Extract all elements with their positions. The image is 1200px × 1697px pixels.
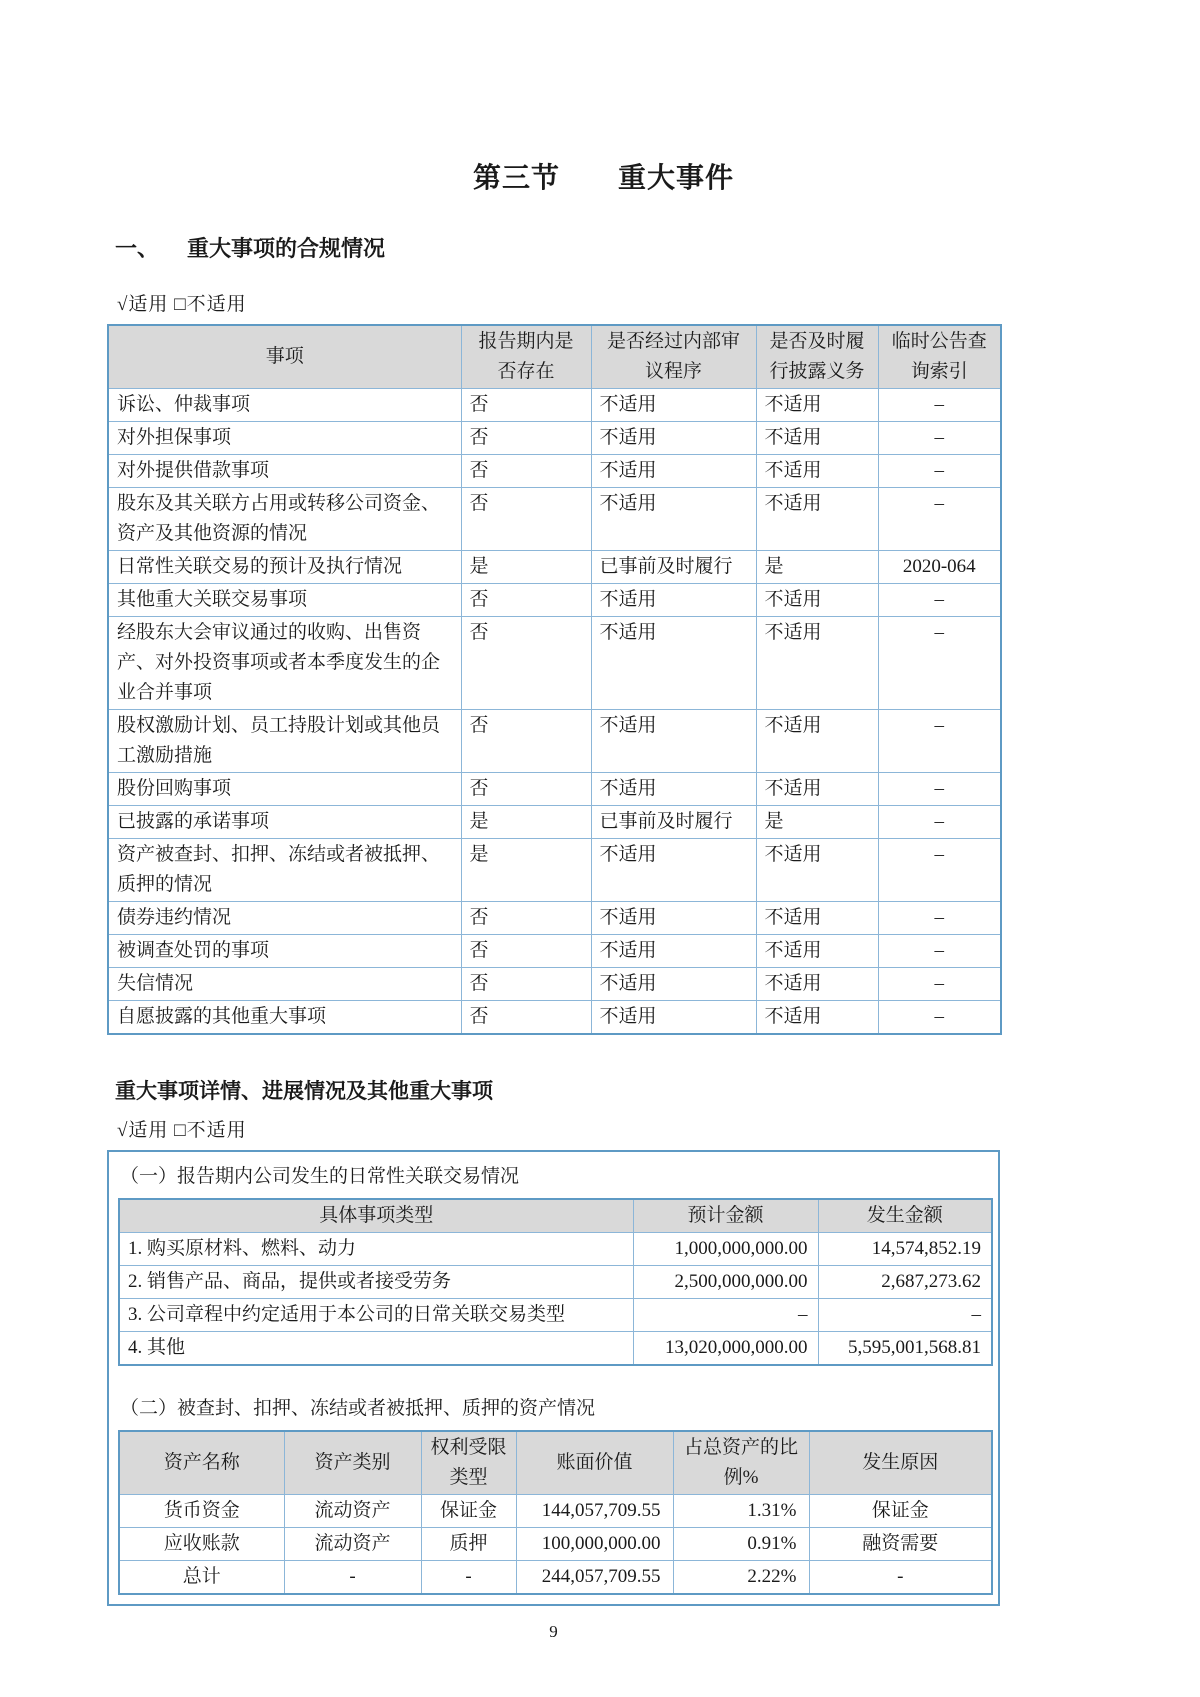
table-cell: 不适用 <box>591 455 756 488</box>
table-row <box>108 455 1001 488</box>
subsection-caption-related-transactions: （一）报告期内公司发生的日常性关联交易情况 <box>120 1166 520 1187</box>
table-cell: 其他重大关联交易事项 <box>108 584 461 617</box>
table-cell: 1,000,000,000.00 <box>633 1233 818 1266</box>
table-cell: – <box>878 389 1001 422</box>
table-cell: 已事前及时履行 <box>591 806 756 839</box>
related-transactions-table <box>118 1198 993 1366</box>
table-cell: 3. 公司章程中约定适用于本公司的日常关联交易类型 <box>119 1299 633 1332</box>
table-cell: 1. 购买原材料、燃料、动力 <box>119 1233 633 1266</box>
table-cell: - <box>421 1561 516 1595</box>
table-cell: 流动资产 <box>284 1495 421 1528</box>
table-cell: 不适用 <box>756 617 878 710</box>
table-cell: 不适用 <box>591 968 756 1001</box>
table-cell: 0.91% <box>673 1528 809 1561</box>
table-cell: 不适用 <box>591 710 756 773</box>
table-row <box>108 806 1001 839</box>
table-row <box>108 551 1001 584</box>
table-cell: 股东及其关联方占用或转移公司资金、资产及其他资源的情况 <box>108 488 461 551</box>
table-cell: 融资需要 <box>809 1528 992 1561</box>
table-cell: 不适用 <box>756 389 878 422</box>
table-cell: – <box>878 773 1001 806</box>
column-header: 是否及时履行披露义务 <box>756 325 878 389</box>
table-cell: 2,500,000,000.00 <box>633 1266 818 1299</box>
restricted-assets-table <box>118 1430 993 1595</box>
details-heading: 重大事项详情、进展情况及其他重大事项 <box>115 1080 493 1103</box>
column-header: 权利受限类型 <box>421 1431 516 1495</box>
column-header: 资产类别 <box>284 1431 421 1495</box>
table-row <box>108 389 1001 422</box>
table-cell: 不适用 <box>756 902 878 935</box>
table-cell: 144,057,709.55 <box>516 1495 673 1528</box>
table-cell: 保证金 <box>421 1495 516 1528</box>
table-cell: – <box>878 806 1001 839</box>
table-cell: 不适用 <box>756 710 878 773</box>
table-cell: 否 <box>461 488 591 551</box>
table-cell: 不适用 <box>756 773 878 806</box>
column-header: 具体事项类型 <box>119 1199 633 1233</box>
table-cell: 否 <box>461 422 591 455</box>
table-row <box>119 1266 992 1299</box>
table-cell: 股权激励计划、员工持股计划或其他员工激励措施 <box>108 710 461 773</box>
table-cell: 1.31% <box>673 1495 809 1528</box>
column-header: 报告期内是否存在 <box>461 325 591 389</box>
table-cell: 否 <box>461 389 591 422</box>
table-cell: 不适用 <box>756 584 878 617</box>
column-header: 资产名称 <box>119 1431 284 1495</box>
table-row <box>108 839 1001 902</box>
table-cell: 是 <box>756 551 878 584</box>
table-cell: 否 <box>461 710 591 773</box>
table-row <box>119 1299 992 1332</box>
table-cell: 货币资金 <box>119 1495 284 1528</box>
table-row <box>108 710 1001 773</box>
table-cell: – <box>878 839 1001 902</box>
column-header: 临时公告查询索引 <box>878 325 1001 389</box>
applicability-note-2: √适用 □不适用 <box>117 1120 247 1141</box>
table-cell: 不适用 <box>756 422 878 455</box>
related-transactions-table-body <box>119 1233 992 1366</box>
table-row <box>108 1001 1001 1035</box>
table-cell: – <box>818 1299 992 1332</box>
table-cell: 13,020,000,000.00 <box>633 1332 818 1366</box>
section-number: 一、 <box>115 236 160 261</box>
table-cell: 否 <box>461 968 591 1001</box>
table-cell: 不适用 <box>756 935 878 968</box>
table-cell: 已披露的承诺事项 <box>108 806 461 839</box>
table-cell: 否 <box>461 584 591 617</box>
page-title: 第三节 重大事件 <box>472 162 734 193</box>
table-cell: – <box>878 902 1001 935</box>
table-cell: 2.22% <box>673 1561 809 1595</box>
table-cell: 债券违约情况 <box>108 902 461 935</box>
table-cell: 2,687,273.62 <box>818 1266 992 1299</box>
column-header: 发生金额 <box>818 1199 992 1233</box>
table-cell: – <box>878 1001 1001 1035</box>
compliance-table-body <box>108 389 1001 1035</box>
table-cell: 质押 <box>421 1528 516 1561</box>
table-cell: 不适用 <box>591 422 756 455</box>
table-cell: - <box>284 1561 421 1595</box>
table-cell: 否 <box>461 1001 591 1035</box>
table-row <box>119 1233 992 1266</box>
table-cell: 已事前及时履行 <box>591 551 756 584</box>
table-cell: 流动资产 <box>284 1528 421 1561</box>
table-cell: 不适用 <box>756 488 878 551</box>
table-cell: 不适用 <box>591 902 756 935</box>
table-cell: 是 <box>461 551 591 584</box>
table-cell: 是 <box>461 806 591 839</box>
table-cell: 总计 <box>119 1561 284 1595</box>
details-box <box>107 1150 1000 1606</box>
column-header: 账面价值 <box>516 1431 673 1495</box>
section-heading-label: 重大事项的合规情况 <box>187 236 386 261</box>
table-cell: 不适用 <box>591 488 756 551</box>
table-row <box>108 617 1001 710</box>
column-header: 发生原因 <box>809 1431 992 1495</box>
table-cell: 不适用 <box>591 617 756 710</box>
header-row <box>108 325 1001 389</box>
table-cell: 经股东大会审议通过的收购、出售资产、对外投资事项或者本季度发生的企业合并事项 <box>108 617 461 710</box>
table-cell: 是 <box>756 806 878 839</box>
table-row <box>119 1561 992 1595</box>
subsection-caption-restricted-assets: （二）被查封、扣押、冻结或者被抵押、质押的资产情况 <box>120 1398 596 1419</box>
restricted-assets-table-header <box>119 1431 992 1495</box>
table-cell: 对外提供借款事项 <box>108 455 461 488</box>
table-cell: 5,595,001,568.81 <box>818 1332 992 1366</box>
table-row <box>108 968 1001 1001</box>
table-cell: – <box>633 1299 818 1332</box>
table-cell: 股份回购事项 <box>108 773 461 806</box>
table-row <box>108 902 1001 935</box>
table-cell: 否 <box>461 455 591 488</box>
table-row <box>119 1332 992 1366</box>
column-header: 事项 <box>108 325 461 389</box>
table-cell: 被调查处罚的事项 <box>108 935 461 968</box>
table-cell: 保证金 <box>809 1495 992 1528</box>
table-row <box>108 422 1001 455</box>
table-cell: – <box>878 488 1001 551</box>
table-cell: 否 <box>461 617 591 710</box>
compliance-table-header <box>108 325 1001 389</box>
table-cell: 诉讼、仲裁事项 <box>108 389 461 422</box>
related-transactions-table-header <box>119 1199 992 1233</box>
table-cell: 14,574,852.19 <box>818 1233 992 1266</box>
table-row <box>119 1495 992 1528</box>
header-row <box>119 1431 992 1495</box>
table-cell: – <box>878 422 1001 455</box>
table-cell: – <box>878 968 1001 1001</box>
table-cell: 不适用 <box>756 455 878 488</box>
table-cell: 应收账款 <box>119 1528 284 1561</box>
table-cell: 否 <box>461 902 591 935</box>
table-cell: 否 <box>461 773 591 806</box>
table-cell: 4. 其他 <box>119 1332 633 1366</box>
table-cell: 不适用 <box>591 389 756 422</box>
table-cell: 自愿披露的其他重大事项 <box>108 1001 461 1035</box>
table-row <box>108 584 1001 617</box>
table-cell: – <box>878 455 1001 488</box>
compliance-table <box>107 324 1002 1035</box>
table-row <box>108 773 1001 806</box>
table-cell: 资产被查封、扣押、冻结或者被抵押、质押的情况 <box>108 839 461 902</box>
column-header: 是否经过内部审议程序 <box>591 325 756 389</box>
table-cell: 2020-064 <box>878 551 1001 584</box>
table-cell: 对外担保事项 <box>108 422 461 455</box>
table-row <box>108 488 1001 551</box>
table-cell: 不适用 <box>591 1001 756 1035</box>
table-cell: 不适用 <box>591 773 756 806</box>
table-cell: 不适用 <box>591 935 756 968</box>
table-cell: 2. 销售产品、商品，提供或者接受劳务 <box>119 1266 633 1299</box>
table-cell: 是 <box>461 839 591 902</box>
table-cell: – <box>878 617 1001 710</box>
table-cell: 日常性关联交易的预计及执行情况 <box>108 551 461 584</box>
column-header: 占总资产的比例% <box>673 1431 809 1495</box>
table-cell: 不适用 <box>591 584 756 617</box>
table-row <box>119 1528 992 1561</box>
table-cell: – <box>878 935 1001 968</box>
table-cell: 不适用 <box>756 968 878 1001</box>
table-cell: 244,057,709.55 <box>516 1561 673 1595</box>
section-heading-compliance <box>115 232 1100 263</box>
table-cell: 100,000,000.00 <box>516 1528 673 1561</box>
table-cell: 不适用 <box>756 839 878 902</box>
applicability-note: √适用 □不适用 <box>117 294 247 315</box>
table-cell: 不适用 <box>591 839 756 902</box>
table-cell: – <box>878 710 1001 773</box>
header-row <box>119 1199 992 1233</box>
column-header: 预计金额 <box>633 1199 818 1233</box>
table-cell: 不适用 <box>756 1001 878 1035</box>
table-cell: 否 <box>461 935 591 968</box>
table-cell: - <box>809 1561 992 1595</box>
page-number: 9 <box>549 1622 558 1641</box>
restricted-assets-table-body <box>119 1495 992 1595</box>
table-cell: 失信情况 <box>108 968 461 1001</box>
table-row <box>108 935 1001 968</box>
table-cell: – <box>878 584 1001 617</box>
